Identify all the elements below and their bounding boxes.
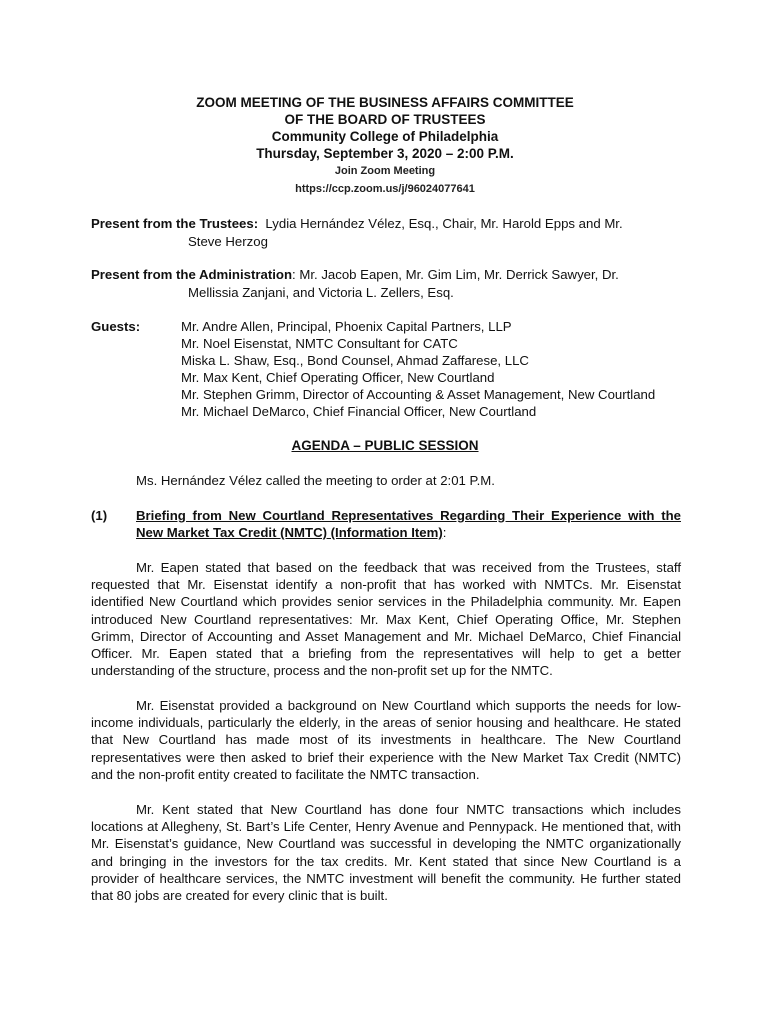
present-admin-label: Present from the Administration — [91, 267, 293, 282]
guests-list — [181, 318, 701, 420]
guest-item: Mr. Noel Eisenstat, NMTC Consultant for CATC — [181, 336, 458, 351]
guest-item: Miska L. Shaw, Esq., Bond Counsel, Ahmad Zaffarese, LLC — [181, 353, 529, 368]
zoom-label: Join Zoom Meeting — [334, 165, 436, 177]
paragraph-2: Mr. Eisenstat provided a background on New Courtland which supports the needs for low-income individuals, particularly the elderly, in the areas of senior housing and healthcare. He stated that New Courtland has made most of its investments in healthcare. The New Courtland representatives were then asked to brief their experience with the New Market Tax Credit (NMTC) and the non-profit entity created to facilitate the NMTC transaction. — [91, 698, 681, 782]
item-number: (1) — [91, 508, 108, 523]
header-title-line1: ZOOM MEETING OF THE BUSINESS AFFAIRS COMMITTEE — [196, 95, 574, 110]
guest-item: Mr. Stephen Grimm, Director of Accounting & Asset Management, New Courtland — [181, 387, 656, 402]
zoom-url: https://ccp.zoom.us/j/96024077641 — [295, 183, 475, 195]
meeting-header — [0, 94, 770, 198]
call-to-order: Ms. Hernández Vélez called the meeting to order at 2:01 P.M. — [136, 473, 495, 488]
guest-item: Mr. Andre Allen, Principal, Phoenix Capital Partners, LLP — [181, 319, 512, 334]
present-trustees-line1: Lydia Hernández Vélez, Esq., Chair, Mr. Harold Epps and Mr. — [265, 216, 623, 231]
present-admin-line2: Mellissia Zanjani, and Victoria L. Zellers, Esq. — [188, 285, 454, 300]
header-title-line2: OF THE BOARD OF TRUSTEES — [284, 112, 486, 127]
agenda-title: AGENDA – PUBLIC SESSION — [291, 438, 479, 453]
agenda-item-1 — [91, 507, 681, 541]
guest-item: Mr. Michael DeMarco, Chief Financial Officer, New Courtland — [181, 404, 537, 419]
present-admin-line1: : Mr. Jacob Eapen, Mr. Gim Lim, Mr. Derrick Sawyer, Dr. — [292, 267, 619, 282]
present-trustees — [91, 215, 681, 251]
header-institution: Community College of Philadelphia — [271, 129, 499, 144]
guest-item: Mr. Max Kent, Chief Operating Officer, New Courtland — [181, 370, 495, 385]
paragraph-1: Mr. Eapen stated that based on the feedback that was received from the Trustees, staff requested that Mr. Eisenstat identify a non-profit that has worked with NMTCs. Mr. Eisenstat identified New Courtland which provides senior services in the Philadelphia community. Mr. Eapen introduced New Courtland representatives: Mr. Max Kent, Chief Operating Office, Mr. Stephen Grimm, Director of Accounting and Asset Management and Mr. Michael DeMarco, Chief Financial Officer. Mr. Eapen stated that a briefing from the representatives will help to get a better understanding of the structure, process and the non-profit set up for the NMTC. — [91, 560, 681, 679]
present-administration — [91, 266, 681, 302]
item-title-end: : — [442, 525, 447, 540]
guests-label: Guests: — [91, 319, 141, 334]
paragraph-3: Mr. Kent stated that New Courtland has done four NMTC transactions which includes locations at Allegheny, St. Bart’s Life Center, Henry Avenue and Pennypack. He mentioned that, with Mr. Eisenstat’s guidance, New Courtland was successful in developing the NMTC organizationally and bringing in the investors for the tax credits. Mr. Kent stated that since New Courtland is a provider of healthcare services, the NMTC investment will benefit the community. He further stated that 80 jobs are created for every clinic that is built. — [91, 802, 681, 904]
present-trustees-label: Present from the Trustees: — [91, 216, 259, 231]
present-trustees-line2: Steve Herzog — [188, 234, 268, 249]
item-title-text: Briefing from New Courtland Representatives Regarding Their Experience with the New Market Tax Credit (NMTC) (Information Item) — [136, 508, 681, 540]
header-date: Thursday, September 3, 2020 – 2:00 P.M. — [256, 146, 514, 161]
item-title — [136, 507, 681, 541]
